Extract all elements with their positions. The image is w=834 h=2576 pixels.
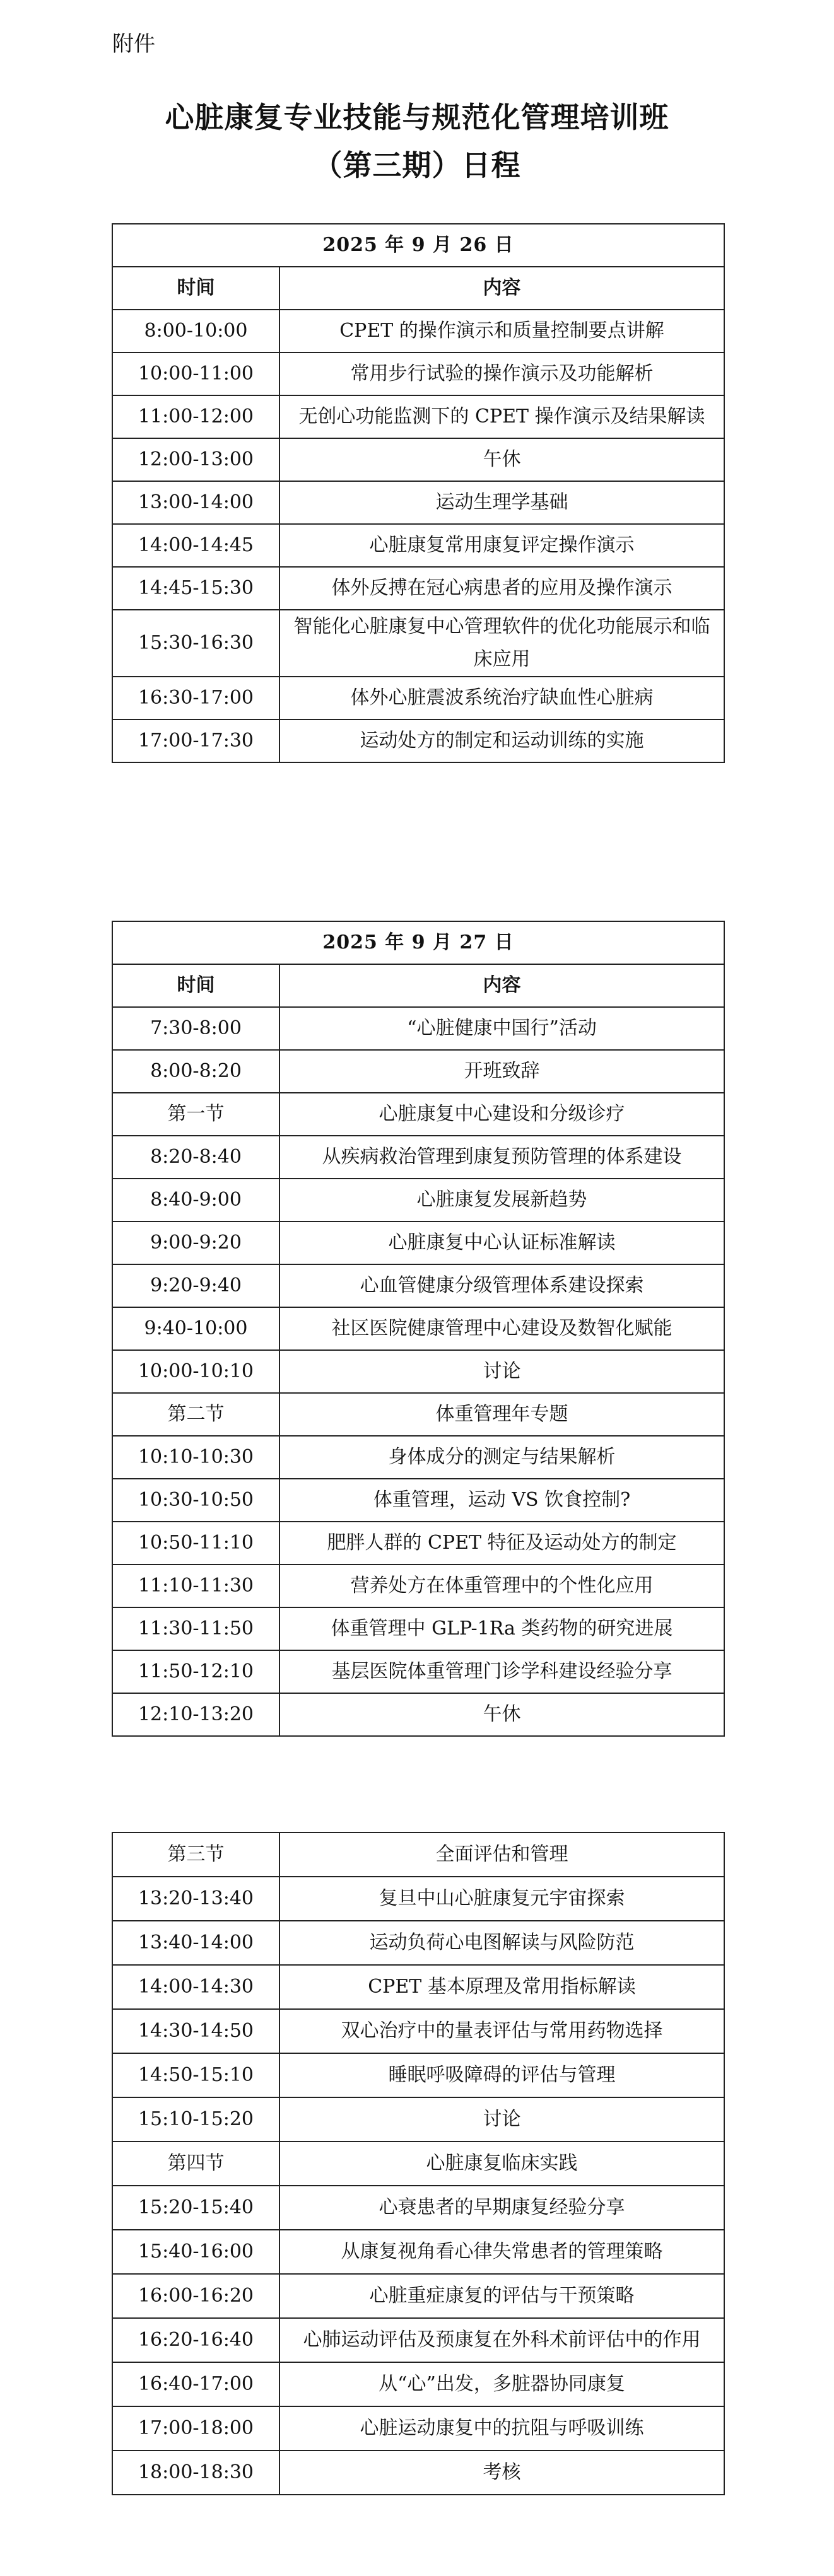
schedule-row — [112, 481, 724, 524]
schedule-table-day1 — [112, 223, 725, 763]
session-content: 社区医院健康管理中心建设及数智化赋能 — [279, 1307, 724, 1350]
schedule-row — [112, 2230, 724, 2274]
session-time: 15:30-16:30 — [112, 610, 279, 677]
session-content: “心脏健康中国行”活动 — [279, 1007, 724, 1050]
schedule-row — [112, 1093, 724, 1136]
schedule-row — [112, 1393, 724, 1436]
session-content: 体外心脏震波系统治疗缺血性心脏病 — [279, 677, 724, 720]
session-content: CPET 的操作演示和质量控制要点讲解 — [279, 310, 724, 353]
schedule-date: 2025 年 9 月 27 日 — [112, 921, 724, 964]
session-content: 无创心功能监测下的 CPET 操作演示及结果解读 — [279, 395, 724, 438]
session-time: 15:20-15:40 — [112, 2186, 279, 2230]
schedule-table-day2-continued — [112, 1832, 725, 2495]
column-header-time: 时间 — [112, 267, 279, 310]
schedule-row — [112, 1877, 724, 1921]
schedule-row — [112, 2097, 724, 2142]
schedule-row — [112, 1007, 724, 1050]
page-title: 心脏康复专业技能与规范化管理培训班 — [165, 100, 669, 134]
schedule-row — [112, 2318, 724, 2362]
session-content: 心脏运动康复中的抗阻与呼吸训练 — [279, 2406, 724, 2451]
date-row — [112, 224, 724, 267]
session-time: 10:00-10:10 — [112, 1350, 279, 1393]
session-content: 运动生理学基础 — [279, 481, 724, 524]
session-content: 心脏康复常用康复评定操作演示 — [279, 524, 724, 567]
schedule-row — [112, 610, 724, 677]
schedule-row — [112, 1436, 724, 1479]
session-time: 13:40-14:00 — [112, 1921, 279, 1965]
header-row — [112, 267, 724, 310]
session-time: 第四节 — [112, 2142, 279, 2186]
schedule-row — [112, 1921, 724, 1965]
session-time: 10:30-10:50 — [112, 1479, 279, 1522]
session-time: 10:00-11:00 — [112, 353, 279, 395]
session-time: 17:00-17:30 — [112, 720, 279, 762]
schedule-row — [112, 1693, 724, 1736]
session-content: 心肺运动评估及预康复在外科术前评估中的作用 — [279, 2318, 724, 2362]
session-time: 10:50-11:10 — [112, 1522, 279, 1565]
session-time: 11:50-12:10 — [112, 1650, 279, 1693]
session-time: 12:00-13:00 — [112, 438, 279, 481]
session-content: 午休 — [279, 438, 724, 481]
schedule-row — [112, 1179, 724, 1221]
schedule-row — [112, 2274, 724, 2318]
session-time: 16:20-16:40 — [112, 2318, 279, 2362]
schedule-row — [112, 1965, 724, 2009]
column-header-time: 时间 — [112, 964, 279, 1007]
session-time: 14:00-14:45 — [112, 524, 279, 567]
session-time: 第一节 — [112, 1093, 279, 1136]
session-time: 8:40-9:00 — [112, 1179, 279, 1221]
session-content: 心脏重症康复的评估与干预策略 — [279, 2274, 724, 2318]
schedule-row — [112, 720, 724, 762]
session-content: 肥胖人群的 CPET 特征及运动处方的制定 — [279, 1522, 724, 1565]
column-header-content: 内容 — [279, 267, 724, 310]
schedule-table-day2 — [112, 921, 725, 1737]
session-content: 讨论 — [279, 2097, 724, 2142]
schedule-row — [112, 1307, 724, 1350]
schedule-date: 2025 年 9 月 26 日 — [112, 224, 724, 267]
attachment-label: 附件 — [112, 32, 155, 57]
session-time: 9:00-9:20 — [112, 1221, 279, 1264]
session-content: 智能化心脏康复中心管理软件的优化功能展示和临床应用 — [279, 610, 724, 677]
session-time: 14:45-15:30 — [112, 567, 279, 610]
session-content: 运动负荷心电图解读与风险防范 — [279, 1921, 724, 1965]
session-content: 心衰患者的早期康复经验分享 — [279, 2186, 724, 2230]
schedule-row — [112, 395, 724, 438]
session-content: 体重管理，运动 VS 饮食控制? — [279, 1479, 724, 1522]
schedule-row — [112, 1136, 724, 1179]
session-time: 第三节 — [112, 1833, 279, 1877]
session-time: 11:30-11:50 — [112, 1607, 279, 1650]
session-content: 心脏康复临床实践 — [279, 2142, 724, 2186]
session-content: 双心治疗中的量表评估与常用药物选择 — [279, 2009, 724, 2053]
session-content: 开班致辞 — [279, 1050, 724, 1093]
schedule-row — [112, 2362, 724, 2406]
page-subtitle: （第三期）日程 — [313, 148, 521, 182]
session-time: 15:10-15:20 — [112, 2097, 279, 2142]
session-content: 考核 — [279, 2451, 724, 2495]
session-time: 8:00-10:00 — [112, 310, 279, 353]
schedule-row — [112, 524, 724, 567]
session-content: 体重管理年专题 — [279, 1393, 724, 1436]
session-content: 全面评估和管理 — [279, 1833, 724, 1877]
session-content: 心脏康复中心建设和分级诊疗 — [279, 1093, 724, 1136]
session-content: 身体成分的测定与结果解析 — [279, 1436, 724, 1479]
schedule-row — [112, 2406, 724, 2451]
session-content: 基层医院体重管理门诊学科建设经验分享 — [279, 1650, 724, 1693]
session-content: 体外反搏在冠心病患者的应用及操作演示 — [279, 567, 724, 610]
session-time: 8:00-8:20 — [112, 1050, 279, 1093]
session-time: 14:30-14:50 — [112, 2009, 279, 2053]
session-time: 16:00-16:20 — [112, 2274, 279, 2318]
session-content: 讨论 — [279, 1350, 724, 1393]
session-content: 运动处方的制定和运动训练的实施 — [279, 720, 724, 762]
session-content: CPET 基本原理及常用指标解读 — [279, 1965, 724, 2009]
schedule-row — [112, 1522, 724, 1565]
schedule-row — [112, 1350, 724, 1393]
schedule-row — [112, 1479, 724, 1522]
session-time: 13:00-14:00 — [112, 481, 279, 524]
schedule-row — [112, 2009, 724, 2053]
session-content: 心血管健康分级管理体系建设探索 — [279, 1264, 724, 1307]
session-content: 营养处方在体重管理中的个性化应用 — [279, 1565, 724, 1607]
session-content: 复旦中山心脏康复元宇宙探索 — [279, 1877, 724, 1921]
session-time: 9:40-10:00 — [112, 1307, 279, 1350]
session-content: 心脏康复中心认证标准解读 — [279, 1221, 724, 1264]
session-content: 从康复视角看心律失常患者的管理策略 — [279, 2230, 724, 2274]
schedule-row — [112, 1221, 724, 1264]
schedule-row — [112, 310, 724, 353]
session-time: 14:50-15:10 — [112, 2053, 279, 2097]
schedule-row — [112, 2142, 724, 2186]
schedule-row — [112, 353, 724, 395]
header-row — [112, 964, 724, 1007]
schedule-row — [112, 1050, 724, 1093]
schedule-row — [112, 438, 724, 481]
session-time: 12:10-13:20 — [112, 1693, 279, 1736]
schedule-row — [112, 2186, 724, 2230]
schedule-row — [112, 1565, 724, 1607]
session-content: 从疾病救治管理到康复预防管理的体系建设 — [279, 1136, 724, 1179]
session-time: 9:20-9:40 — [112, 1264, 279, 1307]
session-time: 13:20-13:40 — [112, 1877, 279, 1921]
session-content: 午休 — [279, 1693, 724, 1736]
column-header-content: 内容 — [279, 964, 724, 1007]
session-time: 14:00-14:30 — [112, 1965, 279, 2009]
session-time: 17:00-18:00 — [112, 2406, 279, 2451]
schedule-row — [112, 2451, 724, 2495]
schedule-row — [112, 1264, 724, 1307]
session-time: 第二节 — [112, 1393, 279, 1436]
session-time: 10:10-10:30 — [112, 1436, 279, 1479]
session-time: 16:30-17:00 — [112, 677, 279, 720]
session-content: 体重管理中 GLP-1Ra 类药物的研究进展 — [279, 1607, 724, 1650]
session-time: 15:40-16:00 — [112, 2230, 279, 2274]
session-time: 8:20-8:40 — [112, 1136, 279, 1179]
session-time: 16:40-17:00 — [112, 2362, 279, 2406]
session-content: 常用步行试验的操作演示及功能解析 — [279, 353, 724, 395]
schedule-row — [112, 677, 724, 720]
session-content: 从“心”出发，多脏器协同康复 — [279, 2362, 724, 2406]
schedule-row — [112, 567, 724, 610]
schedule-row — [112, 2053, 724, 2097]
schedule-row — [112, 1833, 724, 1877]
session-time: 18:00-18:30 — [112, 2451, 279, 2495]
session-content: 睡眠呼吸障碍的评估与管理 — [279, 2053, 724, 2097]
schedule-row — [112, 1650, 724, 1693]
session-time: 7:30-8:00 — [112, 1007, 279, 1050]
session-time: 11:10-11:30 — [112, 1565, 279, 1607]
session-content: 心脏康复发展新趋势 — [279, 1179, 724, 1221]
session-time: 11:00-12:00 — [112, 395, 279, 438]
date-row — [112, 921, 724, 964]
schedule-row — [112, 1607, 724, 1650]
